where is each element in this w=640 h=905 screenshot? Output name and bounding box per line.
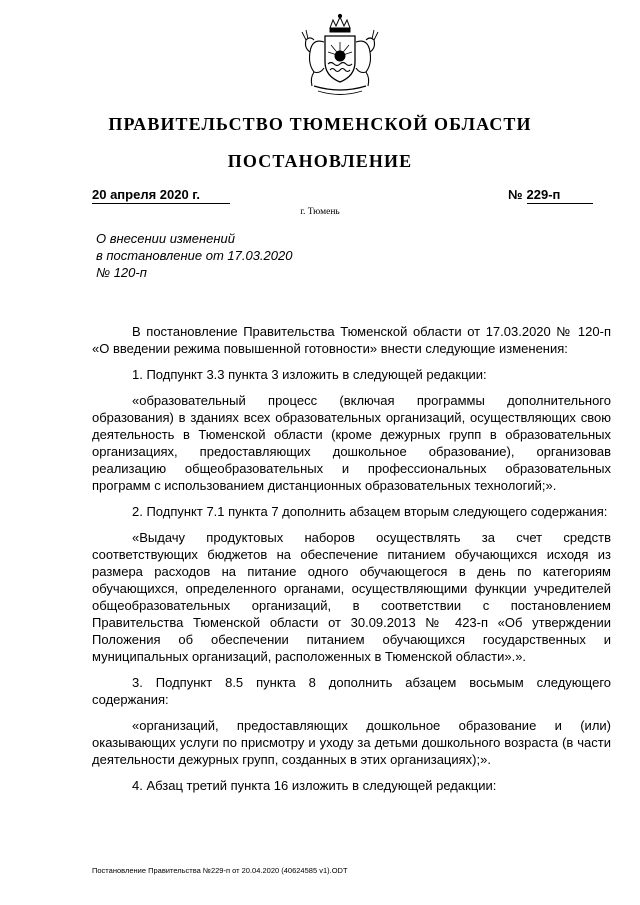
document-number (508, 187, 593, 204)
subject-line: О внесении изменений (96, 231, 235, 246)
body-paragraph: «Выдачу продуктовых наборов осуществлять за счет средств соответствующих бюджетов на обеспечение питанием обучающихся исходя из размера расходов на питание одного обучающегося в день по категориям обучающихся, определенного органами, осуществляющими функции учредителей общеобразовательных организаций, в соответствии с постановлением Правительства Тюменской области от 30.09.2013 № 423-п «Об утверждении Положения об обеспечении питанием обучающихся государственных и муниципальных организаций, расположенных в Тюменской области».». (92, 530, 611, 664)
government-title: ПРАВИТЕЛЬСТВО ТЮМЕНСКОЙ ОБЛАСТИ (108, 114, 532, 134)
document-subject (96, 230, 376, 281)
body-paragraph: «образовательный процесс (включая программы дополнительного образования) в зданиях всех образовательных организаций, осуществляющих свою деятельность в Тюменской области (кроме дежурных групп в образовательных организациях, предоставляющих дошкольное образование), организовав реализацию общеобразовательных и профессиональных образовательных программ с использованием дистанционных образовательных технологий;». (92, 393, 611, 493)
document-date: 20 апреля 2020 г. (92, 187, 230, 204)
document-footer: Постановление Правительства №229-п от 20.04.2020 (40624585 v1).ODT (92, 866, 348, 875)
city-label: г. Тюмень (300, 207, 340, 217)
document-body (92, 323, 611, 803)
body-paragraph: 2. Подпункт 7.1 пункта 7 дополнить абзацем вторым следующего содержания: (132, 504, 608, 519)
body-paragraph: В постановление Правительства Тюменской области от 17.03.2020 № 120-п «О введении режима повышенной готовности» внести следующие изменения: (92, 324, 611, 356)
body-paragraph: «организаций, предоставляющих дошкольное образование и (или) оказывающих услуги по присмотру и уходу за детьми дошкольного возраста (в части деятельности дежурных групп, созданных в этих организациях);». (92, 718, 611, 767)
subject-line: в постановление от 17.03.2020 (96, 248, 293, 263)
number-value: 229-п (527, 187, 593, 204)
number-label: № (508, 187, 523, 202)
subject-line: № 120-п (96, 265, 147, 280)
tyumen-coat-of-arms-icon (300, 12, 380, 104)
body-paragraph: 4. Абзац третий пункта 16 изложить в следующей редакции: (132, 778, 497, 793)
body-paragraph: 1. Подпункт 3.3 пункта 3 изложить в следующей редакции: (132, 367, 487, 382)
document-type-title: ПОСТАНОВЛЕНИЕ (227, 151, 413, 171)
body-paragraph: 3. Подпункт 8.5 пункта 8 дополнить абзацем восьмым следующего содержания: (92, 675, 611, 707)
